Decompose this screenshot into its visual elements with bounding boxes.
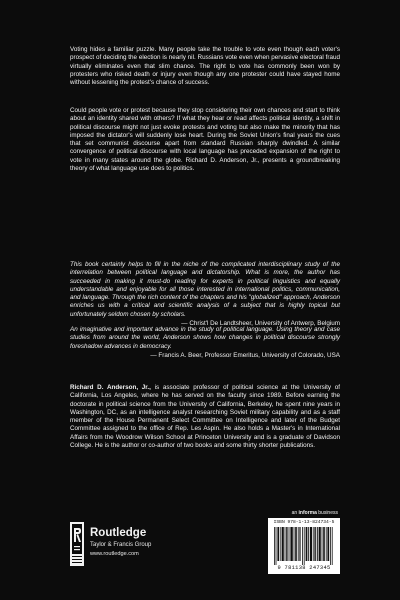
publisher-name: Routledge: [90, 527, 147, 539]
review-quote: An imaginative and important advance in the study of political language. Using theory and case studies from around the world, Anderson shows how changes in political discourse strongly foreshadow advances in democracy.: [70, 326, 340, 350]
isbn-barcode: [268, 518, 340, 574]
isbn-label: ISBN 978-1-13-824734-5: [273, 520, 335, 525]
barcode-digits: 9 781138 247345: [277, 565, 331, 571]
blurb-paragraph-2: Could people vote or protest because they stop considering their own chances and start to think about an identity shared with others? If what they hear or read affects political identity, a shift in political discourse might not just evoke protests and voting but also make the minority that has imposed the dictator's will suddenly lose heart. During the Soviet Union's final years the cues that set communist discourse apart from standard Russian sharply dwindled. A similar convergence of political discourse with local language has preceded expansion of the right to vote in many states around the globe. Richard D. Anderson, Jr., presents a groundbreaking theory of what language use does to politics.: [70, 107, 340, 173]
author-bio: [70, 384, 340, 450]
author-name: Richard D. Anderson, Jr.,: [70, 384, 151, 391]
publisher-group: Taylor & Francis Group: [90, 542, 152, 548]
informa-business-tag: an informa business: [291, 510, 338, 516]
barcode-icon: [272, 527, 336, 565]
review-attribution: — Christ'l De Landtsheer, University of Antwerp, Belgium: [181, 320, 340, 328]
review-attribution: — Francis A. Beer, Professor Emeritus, University of Colorado, USA: [150, 351, 340, 359]
publisher-url: www.routledge.com: [90, 551, 139, 557]
review-quote: This book certainly helps to fill in the niche of the complicated interdisciplinary study of the interrelation between political language and dictatorship. What is more, the author has succeeded in making it must-do reading for experts in political linguistics and equally understandable and enjoyable for all those interested in international politics, communication, and language. Through the rich content of the chapters and his "globalized" approach, Anderson enriches us with a critical and scientific analysis of a subject that is highly topical but unfortunately seldom chosen by scholars.: [70, 261, 340, 318]
blurb-paragraph-1: Voting hides a familiar puzzle. Many people take the trouble to vote even though each voter's prospect of deciding the election is nearly nil. Russians vote even when pervasive electoral fraud virtually eliminates even that slim chance. The right to vote has commonly been won by protesters who risked death or injury even though any one protester could have stayed home without lessening the protest's chance of success.: [70, 46, 340, 87]
routledge-logo: [70, 520, 190, 568]
author-bio-text: is associate professor of political science at the University of California, Los Angeles, where he has served on the faculty since 1989. Before earning the doctorate in political science from the University of California, Berkeley, he spent nine years in Washington, DC, as an intelligence analyst researching Soviet military capability and as a staff member of the House Permanent Select Committee on Intelligence and later of the Budget Committee assigned to the office of Rep. Les Aspin. He also holds a Master's in International Affairs from the Woodrow Wilson School at Princeton University and is a graduate of Davidson College. He is the author or co-author of two books and some thirty shorter publications.: [70, 384, 340, 450]
informa-brand: informa: [298, 510, 317, 516]
review-1: [70, 261, 340, 328]
review-2: [70, 326, 340, 360]
routledge-logo-icon: [70, 522, 84, 566]
